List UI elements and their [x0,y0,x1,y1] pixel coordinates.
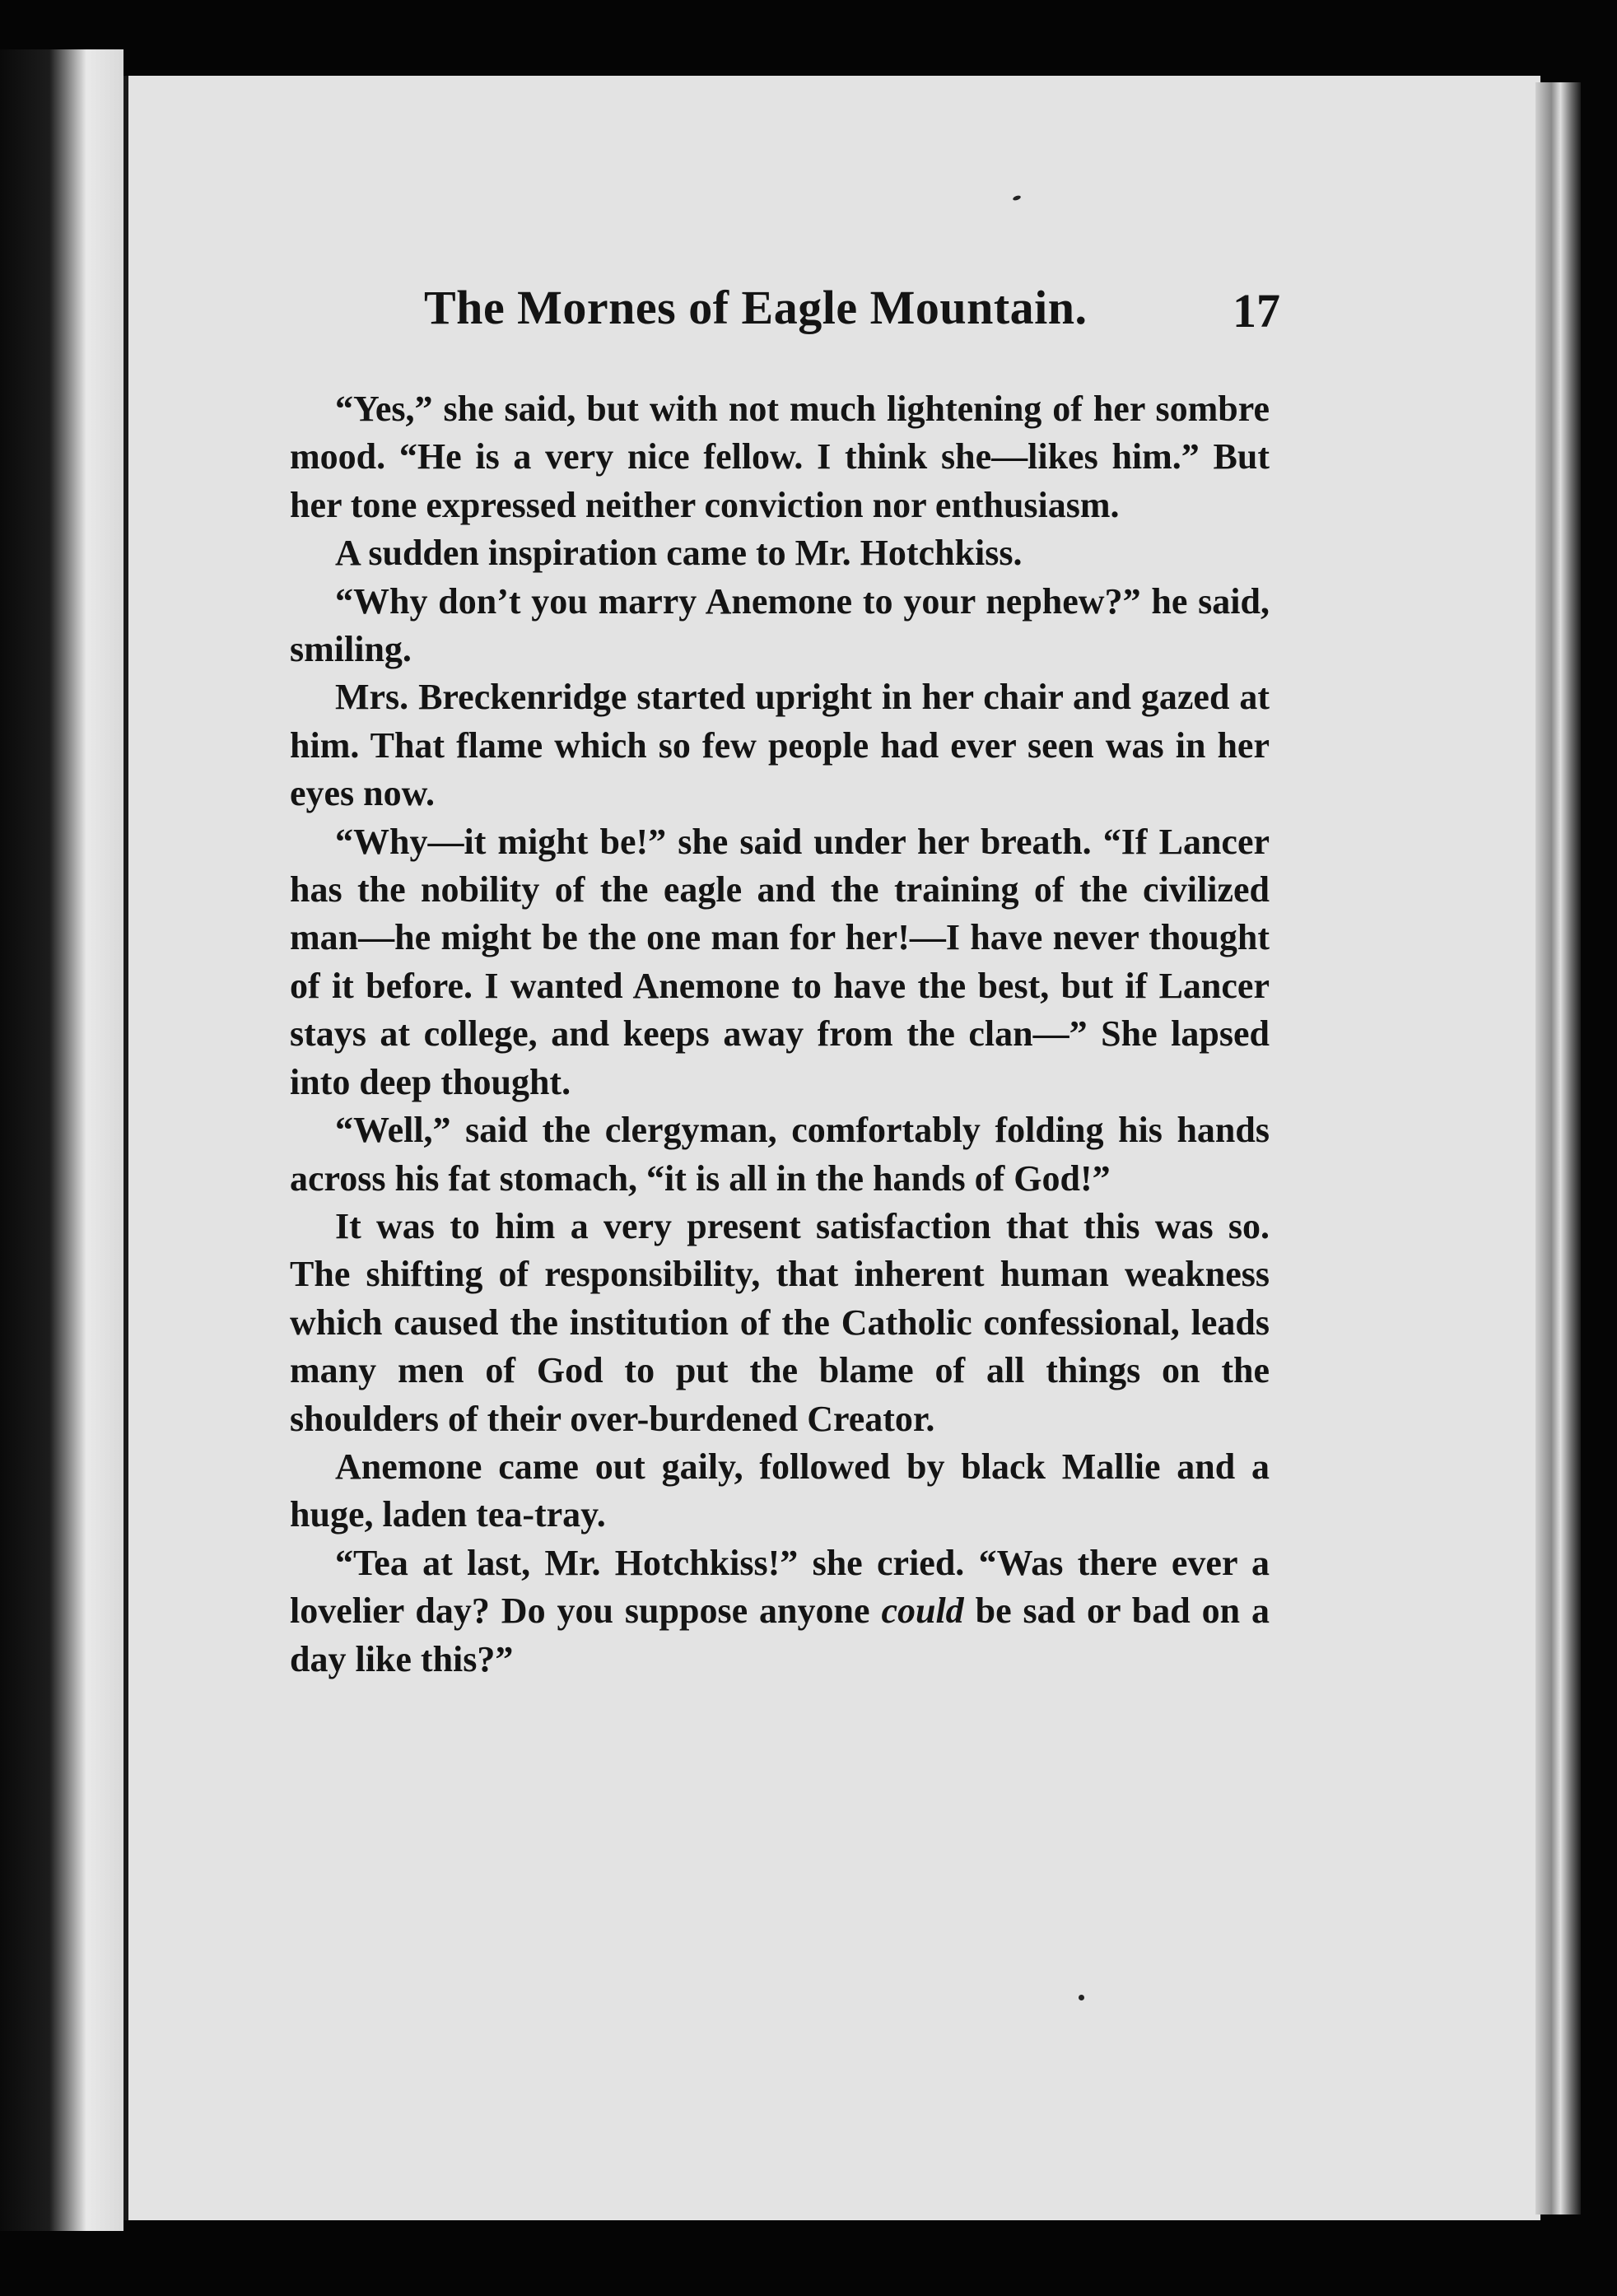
paragraph: A sudden inspiration came to Mr. Hotchkiss. [335,533,1023,574]
paragraph: “Yes,” she said, but with not much lightening of her sombre mood. “He is a very nice fellow. I think she—likes him.” But her tone expressed neither conviction nor enthusiasm. [290,389,1270,525]
paragraph: Anemone came out gaily, followed by black Mallie and a huge, laden tea-tray. [290,1446,1270,1535]
paper-speck [1079,1995,1084,2000]
paragraph: “Why don’t you marry Anemone to your nephew?” he said, smiling. [290,580,1270,670]
emphasized-word: could [881,1590,964,1632]
paragraph: It was to him a very present satisfaction that this was so. The shifting of responsibility, that inherent human weakness which caused the institution of the Catholic confessional, leads many men of God to put the blame of all things on the shoulders of their over-burdened Creator. [290,1205,1270,1439]
paragraph: “Why—it might be!” she said under her breath. “If Lancer has the nobility of the eagle and the training of the civilized man—he might be the one man for her!—I have never thought of it before. I wanted Anemone to have the best, but if Lancer stays at college, and keeps away from the clan—” She lapsed into deep thought. [290,821,1270,1102]
paragraph: “Well,” said the clergyman, comfortably folding his hands across his fat stomach, “it is all in the hands of God!” [290,1110,1270,1199]
page-number: 17 [1233,284,1280,338]
paragraph-last [290,1539,1270,1684]
text-run: be sad or bad on a day like this?” [290,1590,1270,1679]
paragraph: Mrs. Breckenridge started upright in her chair and gazed at him. That flame which so few people had ever seen was in her eyes now. [290,677,1270,814]
body-text [290,385,1270,1684]
book-page-edges-right [1535,82,1581,2214]
running-title: The Mornes of Eagle Mountain. [424,281,1088,334]
page-header [424,280,1280,354]
text-run: “Tea at last, Mr. Hotchkiss!” she cried. “Was there ever a lovelier day? Do you suppose anyone [290,1542,1270,1632]
book-gutter-left [0,49,123,2231]
